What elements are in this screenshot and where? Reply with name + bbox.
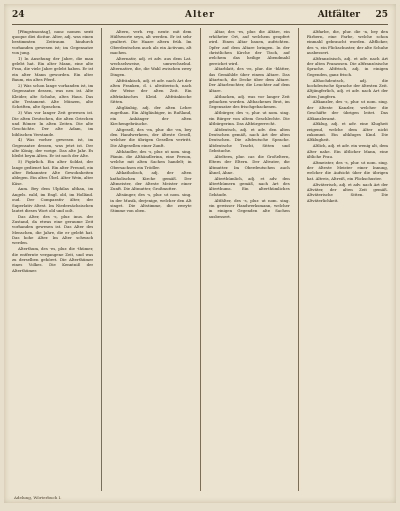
column-4 xyxy=(307,28,388,491)
dictionary-entry: 2) Was schon lange vorhanden ist, im Gegensatze dessen, was neu ist. Alte Kleider, alte Schuhe, altes Haus. Das alte Testament. Alte Münzen, alte Schriften, alte Sprachen. xyxy=(12,82,94,110)
running-headword: Altfälter xyxy=(317,10,360,20)
column-2 xyxy=(110,28,191,491)
dictionary-entry: Altkanzler, des -s, plur. ut nom. sing. der älteste Kanzler, welcher die Geschäfte der übrigen leitet. Das Altkanzleramt. xyxy=(306,99,388,121)
dictionary-entry: Altmeister, des -s, plur. ut nom. sing. der älteste Meister einer Innung, welcher die Aufsicht über die übrigen hat. Altreis, Altreiß, ein Flickschuster. xyxy=(306,159,388,181)
page-header xyxy=(12,8,388,25)
dictionary-entry: Altgesell, des -en, plur. die -en, bey den Handwerkern, der älteste Gesell, welcher die übrigen Gesellen vertritt. Die Altgesellen einer Zunft. xyxy=(110,126,192,148)
dictionary-entry: Alterthum, des -es, plur. die -thümer, die entfernte vergangene Zeit, und was zu derselben gehöret. Die Alterthümer eines Volkes. Die Kenntniß der Alterthümer. xyxy=(12,246,94,273)
dictionary-entry: 5) Figürlich. Ein alter Soldat, der lange gedienet hat. Ein alter Freund, ein alter Bekannter. Alte Gewohnheiten ablegen. Ein altes Übel. Alter Wein, alter Käse. xyxy=(12,159,94,186)
dictionary-entry: Altsänger, des -s, plur. ut nom. sing. in der Musik, derjenige, welcher den Alt singet. Die Altstimme, die zweyte Stimme von oben. xyxy=(110,192,192,214)
dictionary-entry: [Pfingstmontag], nunc nomen sexti quoque diei dicitur. Alter, adj. was einen bestimmten Zeitraum hindurch vorhanden gewesen ist; im Gegensatze von jung. xyxy=(12,28,94,55)
column-divider xyxy=(200,28,201,491)
dictionary-entry: 4) Was vorher gewesen ist, im Gegensatze dessen, was jetzt ist. Der alte König, der vorige. Das alte Jahr. Es bleibt beym Alten. Er ist noch der Alte. xyxy=(12,137,94,159)
dictionary-page xyxy=(4,4,396,503)
dictionary-entry: Altklug, adj. et adv. eine Klugheit zeigend, welche dem Alter nicht zukommt. Ein altkluges Kind. Die Altklugheit. xyxy=(306,121,388,143)
column-divider xyxy=(101,28,102,491)
column-3 xyxy=(209,28,290,491)
dictionary-entry: Das Alter, des -s, plur. inus. der Zustand, da etwas eine geraume Zeit vorhanden gewesen ist. Das Alter des Menschen, die Jahre, die er gelebt hat. Das hohe Alter. Im Alter schwach werden. xyxy=(12,213,94,246)
dictionary-entry: 3) Was vor langer Zeit gewesen ist. Die alten Deutschen, die alten Griechen und Römer. In alten Zeiten. Die alte Geschichte. Der alte Adam, im biblischen Verstande. xyxy=(12,110,94,137)
dictionary-entry: Altväterisch, adj. et adv. nach Art der Altväter, der alten Zeit gemäß. Altväterische Sitten. Die Altväterlichkeit. xyxy=(306,181,388,203)
dictionary-entry: Altfränkisch, adj. et adv. nach Art der alten Franken, d. i. altväterisch, nach der Weise der alten Zeit. Ein altfränkisches Kleid. Altfränkische Sitten. xyxy=(110,77,192,104)
dictionary-entry: Alterthümlich, adj. et adv. den Alterthümern gemäß, nach Art des Alterthums. Ein alterthümliches Gebäude. xyxy=(208,175,290,197)
dictionary-entry: Anm. Bey dem Ulphilas althan, im Angels. eald, im Engl. old, im Holländ. oud. Der Comparativ älter, der Superlativ ältest. Im Niedersächsischen lautet dieses Wort old und oolt. xyxy=(12,186,94,213)
dictionary-entry: Altbürger, des -s, plur. ut nom. sing. ein Bürger von altem Geschlechte. Die Altbürgerinn. Das Altbürgerrecht. xyxy=(208,110,290,126)
dictionary-entry: Altbacken, adj. was vor langer Zeit gebacken worden. Altbackenes Brot, im Gegensatze des frischgebackenen. xyxy=(208,93,290,110)
dictionary-entry: Altfranzösisch, adj. et adv. nach Art der alten Franzosen. Die altfranzösische Sprache. Altfrisch, adj. in einigen Gegenden, ganz frisch. xyxy=(306,55,388,77)
dictionary-entry: Altkatholisch, adj. der alten katholischen Kirche gemäß. Der Altmeister, der älteste Meister einer Zunft. Die Altmutter, Großmutter. xyxy=(110,170,192,192)
dictionary-entry: Alternativ, adj. et adv. aus dem Lat. wechselsweise, umwechselnd. Alternative, die, die Wahl zwischen zwey Dingen. xyxy=(110,55,192,77)
column-1 xyxy=(12,28,93,491)
dictionary-entry: Altlich, adj. et adv. ein wenig alt, dem Alter nahe. Ein ältlicher Mann, eine ältliche Frau. xyxy=(306,143,388,159)
signature-mark: Adelung, Wörterbuch I. xyxy=(14,495,62,500)
dictionary-entry: Altfarbe, die, plur. die -n, bey den Färbern, eine Farbe, welche schon einmahl gebraucht worden. Altflicker, des -s, ein Flickschuster, der alte Schuhe ausbessert. xyxy=(306,28,388,55)
dictionary-entry: Althändler, des -s, plur. ut nom. sing. Fämin. die Althändlerinn, eine Person, welche mit alten Sachen handelt; in Obersachsen ein Trödler. xyxy=(110,148,192,170)
dictionary-entry: Altfälter, des -s, plur. ut nom. sing. ein gewisser Handwerksmann, welcher in einigen Gegenden alte Sachen ausbessert. xyxy=(208,197,290,219)
left-page-number: 24 xyxy=(12,10,25,20)
dictionary-entry: Altar, des -es, plur. die Altäre, ein erhöheter Ort, auf welchem geopfert wird. Einen Altar bauen, aufrichten. Opfer auf dem Altare bringen. In der christlichen Kirche der Tisch, auf welchem das heilige Abendmahl gereichet wird. xyxy=(208,28,290,66)
running-title: Alter xyxy=(184,10,216,20)
text-columns xyxy=(12,28,388,491)
dictionary-entry: Althochdeutsch, adj. die hochdeutsche Sprache der ältesten Zeit. Altjüngferlich, adj. et adv. nach Art der alten Jungfern. xyxy=(306,77,388,99)
dictionary-entry: 1) In Ansehung der Jahre, die man gelebt hat. Ein alter Mann, eine alte Frau, die viele Jahre gelebt haben. Er ist ein alter Mann geworden. Ein alter Baum, ein altes Pferd. xyxy=(12,55,94,83)
dictionary-entry: Altarblatt, des -es, plur. die -blätter, das Gemählde über einem Altare. Das Altartuch, die Decke über dem Altare. Der Altarleuchter, die Leuchter auf dem Altare. xyxy=(208,66,290,93)
column-divider xyxy=(298,28,299,491)
dictionary-entry: Altgläubig, adj. der alten Lehre zugethan. Ein Altgläubiger, in Rußland, ein Anhänger der alten Kirchengebräuche. xyxy=(110,104,192,126)
right-page-number: 25 xyxy=(375,10,388,20)
dictionary-entry: Altern, verb. reg. neutr. mit dem Hülfsworte seyn, alt werden. Er ist sehr gealtert. Die Haare altern früh. Im Oberdeutschen auch als ein Activum, alt machen. xyxy=(110,28,192,55)
dictionary-entry: Altdeutsch, adj. et adv. den alten Deutschen gemäß, nach Art der alten Deutschen. Die altdeutsche Sprache. Altdeutsche Tracht, Sitten und Gebräuche. xyxy=(208,126,290,154)
dictionary-entry: Alteltern, plur. car. die Großeltern, Eltern der Eltern. Der Altvater, die Altmutter. Im Oberdeutschen auch Ähnel, Ahne. xyxy=(208,153,290,175)
